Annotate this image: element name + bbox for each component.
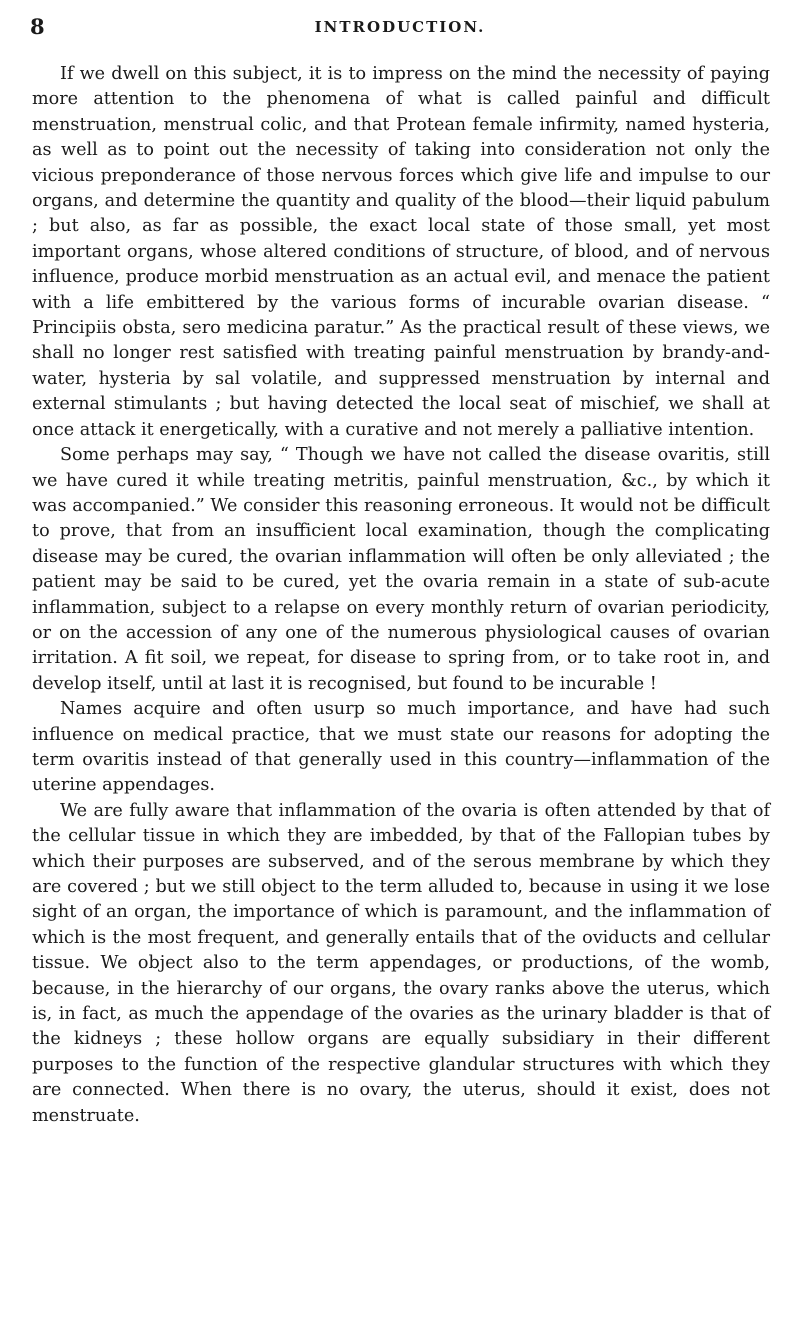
body-text: [32, 62, 770, 1129]
paragraph: Some perhaps may say, “ Though we have not called the disease ovaritis, still we have cured it while treating metritis, painful menstruation, &c., by which it was accompanied.” We consider this reasoning erroneous. It would not be difficult to prove, that from an insufficient local examination, though the complicating disease may be cured, the ovarian inflammation will often be only alleviated ; the patient may be said to be cured, yet the ovaria remain in a state of sub-acute inflammation, subject to a relapse on every monthly return of ovarian periodicity, or on the accession of any one of the numerous physiological causes of ovarian irritation. A fit soil, we repeat, for disease to spring from, or to take root in, and develop itself, until at last it is recognised, but found to be incurable !: [32, 445, 770, 694]
running-title: INTRODUCTION.: [314, 18, 486, 36]
paragraph: We are fully aware that inflammation of the ovaria is often attended by that of the cellular tissue in which they are imbedded, by that of the Fallopian tubes by which their purposes are subserved, and of the serous membrane by which they are covered ; but we still object to the term alluded to, because in using it we lose sight of an organ, the importance of which is paramount, and the inflammation of which is the most frequent, and generally entails that of the oviducts and cellular tissue. We object also to the term appendages, or productions, of the womb, because, in the hierarchy of our organs, the ovary ranks above the uterus, which is, in fact, as much the appendage of the ovaries as the urinary bladder is that of the kidneys ; these hollow organs are equally subsidiary in their different purposes to the function of the respective glandular structures with which they are connected. When there is no ovary, the uterus, should it exist, does not menstruate.: [32, 800, 770, 1126]
paragraph: If we dwell on this subject, it is to impress on the mind the necessity of paying more attention to the phenomena of what is called painful and difficult menstruation, menstrual colic, and that Protean female infirmity, named hysteria, as well as to point out the necessity of taking into consideration not only the vicious preponderance of those nervous forces which give life and impulse to our organs, and determine the quantity and quality of the blood—their liquid pabulum ; but also, as far as possible, the exact local state of those small, yet most important organs, whose altered conditions of structure, of blood, and of nervous influence, produce morbid menstruation as an actual evil, and menace the patient with a life embittered by the various forms of incurable ovarian disease. “ Principiis obsta, sero medicina paratur.” As the practical result of these views, we shall no longer rest satisfied with treating painful menstruation by brandy-and-water, hysteria by sal volatile, and suppressed menstruation by internal and external stimulants ; but having detected the local seat of mischief, we shall at once attack it energetically, with a curative and not merely a palliative intention.: [32, 64, 770, 440]
page-number: 8: [30, 14, 45, 39]
page-header: [30, 14, 770, 44]
paragraph: Names acquire and often usurp so much importance, and have had such influence on medical practice, that we must state our reasons for adopting the term ovaritis instead of that generally used in this country—inflammation of the uterine appendages.: [32, 699, 770, 796]
